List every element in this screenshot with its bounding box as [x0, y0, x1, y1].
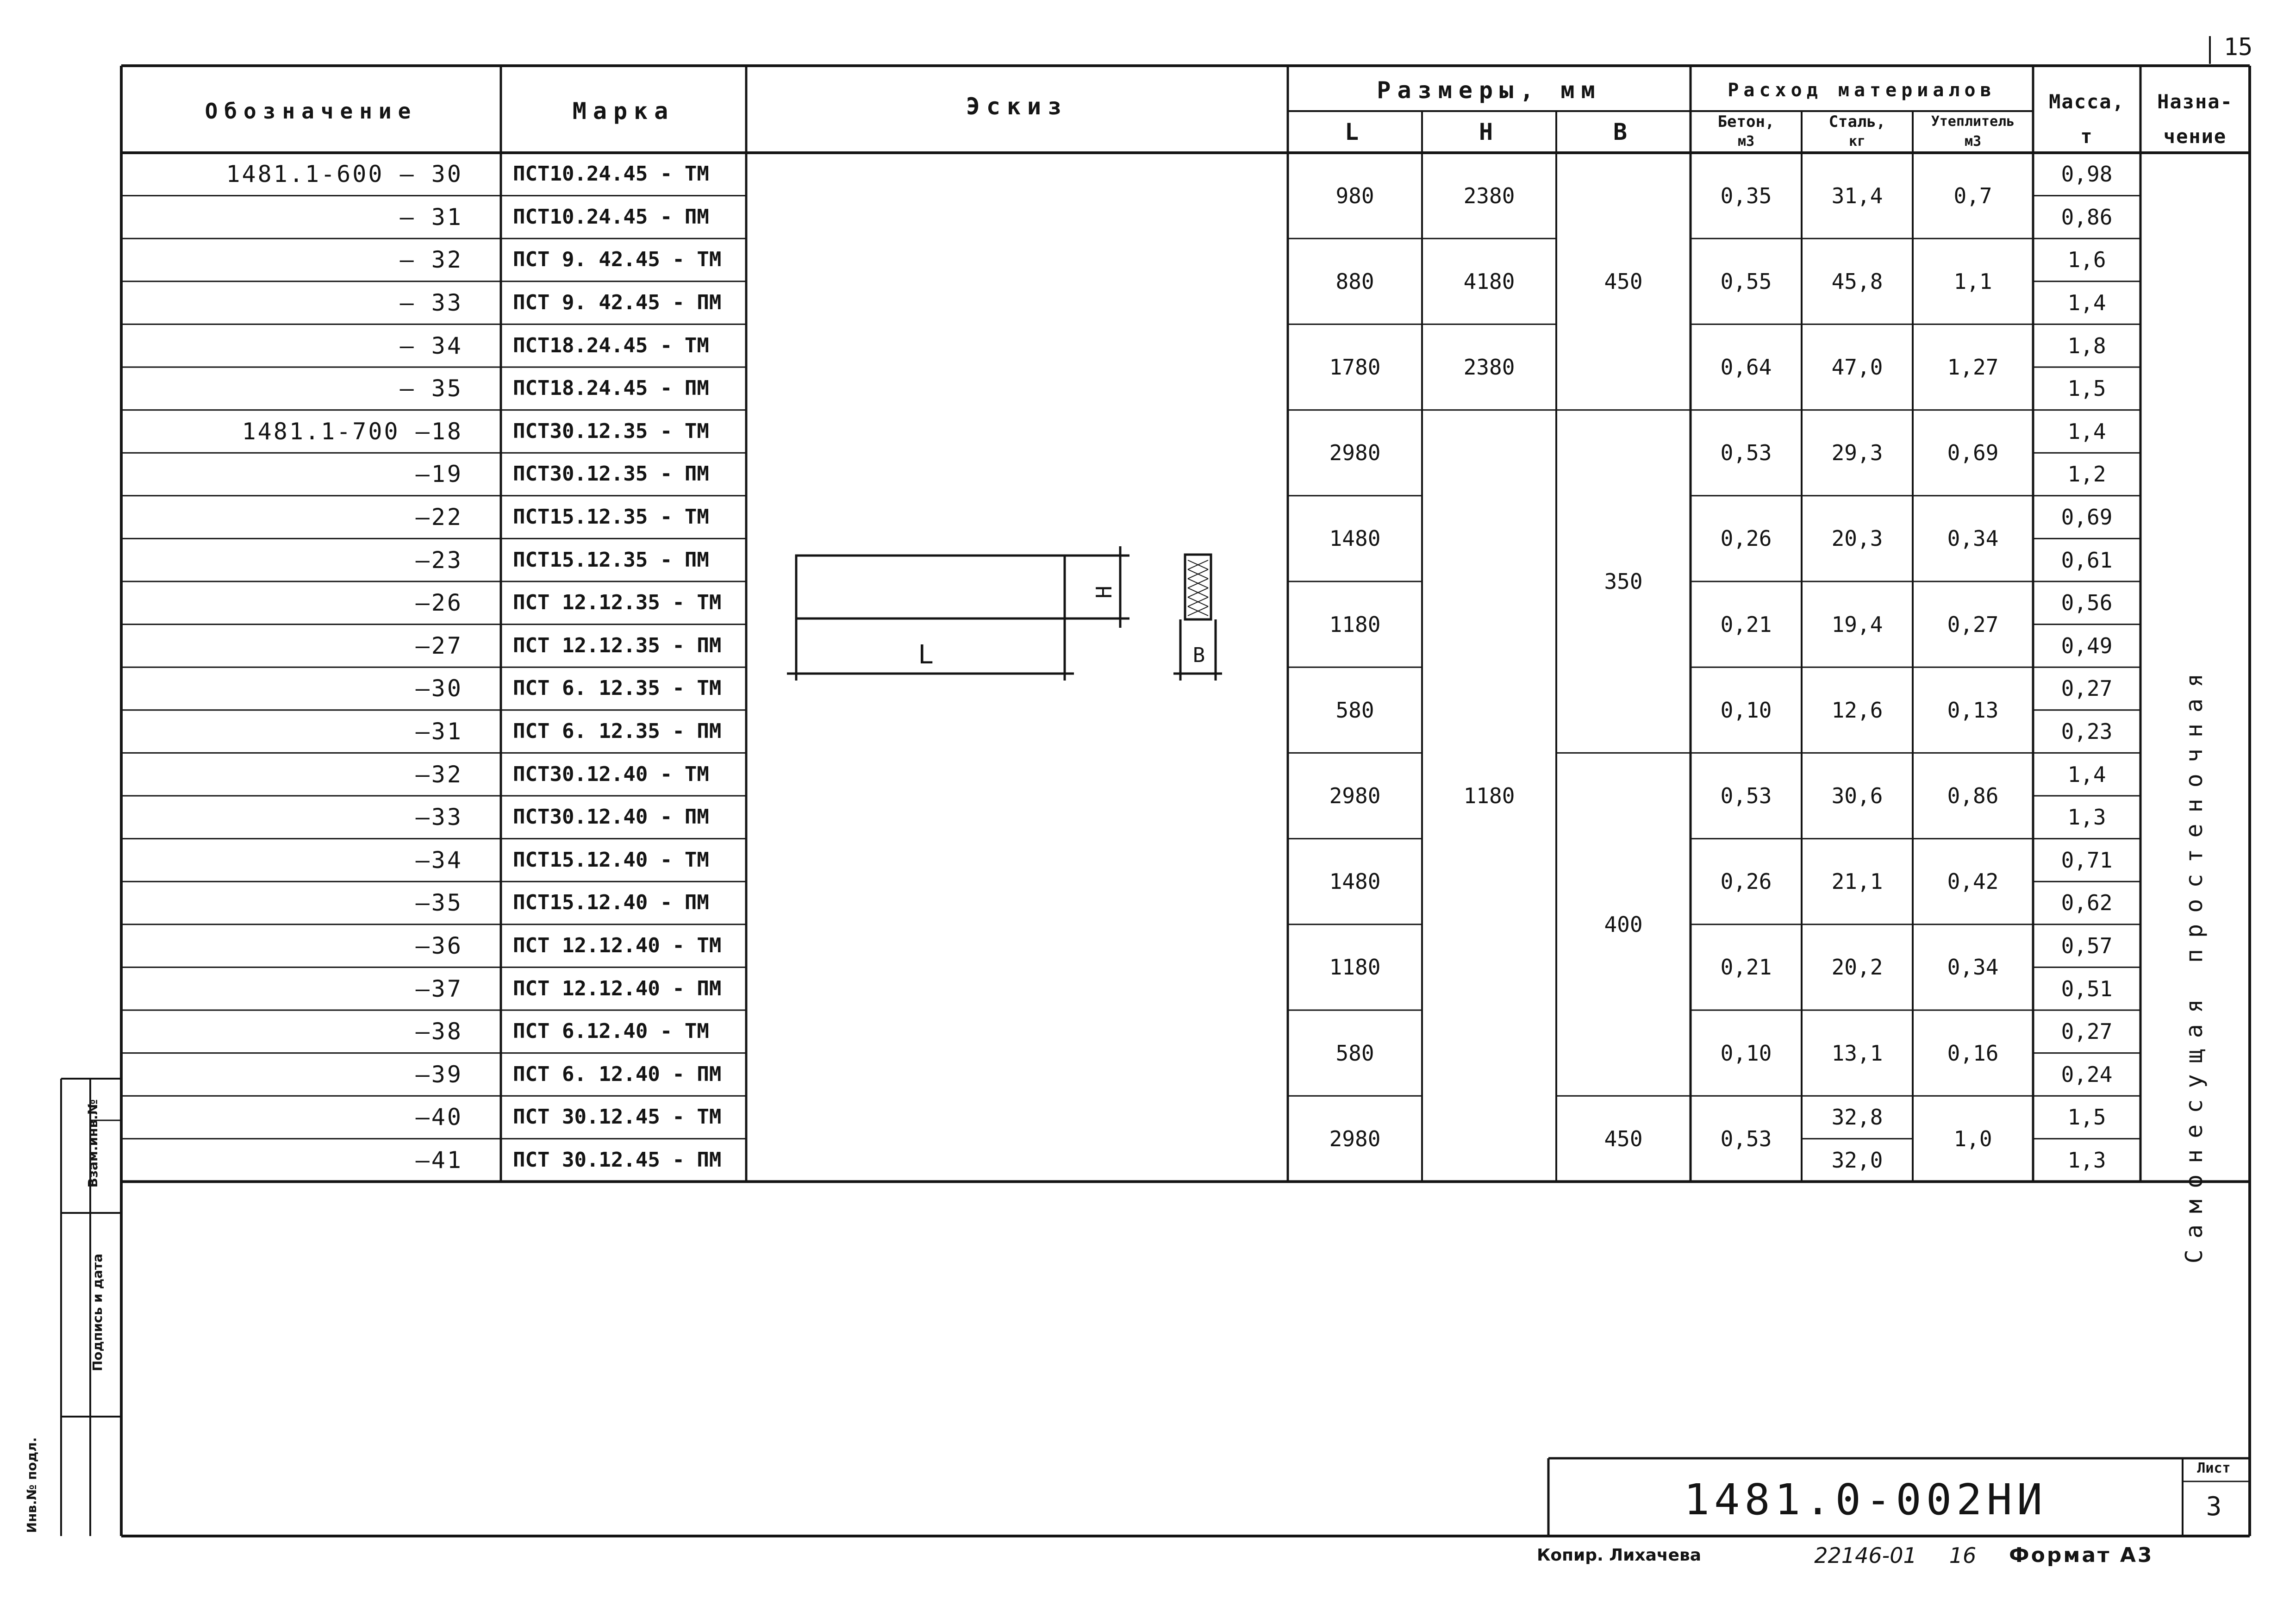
group-height-h: 2380 — [1463, 354, 1515, 380]
header-concrete-unit: м3 — [1737, 133, 1755, 150]
footer-num: 16 — [1949, 1543, 1977, 1568]
row-mass: 0,71 — [2061, 847, 2113, 873]
row-mark: ПСТ 6.12.40 - ТМ — [513, 1019, 709, 1043]
group-length-l: 1180 — [1329, 955, 1381, 980]
row-mark: ПСТ15.12.40 - ТМ — [513, 848, 709, 872]
row-designation: —39 — [415, 1061, 463, 1088]
group-concrete: 0,26 — [1720, 869, 1772, 894]
header-mass: Масса, — [2049, 90, 2125, 113]
row-mass: 0,62 — [2061, 890, 2113, 916]
sketch-label-b: B — [1192, 643, 1205, 667]
row-mark: ПСТ 6. 12.35 - ПМ — [513, 719, 722, 743]
group-height-h: 4180 — [1463, 269, 1515, 294]
group-concrete: 0,53 — [1720, 783, 1772, 808]
footer-copied: Копир. Лихачева — [1537, 1546, 1702, 1565]
row-mark: ПСТ 12.12.35 - ТМ — [513, 591, 722, 615]
group-insulation: 0,34 — [1947, 955, 1999, 980]
group-concrete: 0,35 — [1720, 183, 1772, 208]
row-mass: 0,69 — [2061, 505, 2113, 530]
group-insulation: 0,27 — [1947, 612, 1999, 637]
row-mark: ПСТ 9. 42.45 - ТМ — [513, 248, 722, 272]
sketch-drawing — [787, 532, 1250, 690]
group-steel: 13,1 — [1831, 1040, 1883, 1066]
row-mark: ПСТ15.12.35 - ТМ — [513, 505, 709, 529]
row-mark: ПСТ 30.12.45 - ПМ — [513, 1148, 722, 1172]
row-designation: 1481.1-700 —18 — [242, 418, 463, 445]
row-mass: 0,24 — [2061, 1062, 2113, 1087]
group-length-l: 580 — [1335, 697, 1374, 723]
header-mark: Марка — [572, 98, 675, 125]
page-number: 15 — [2223, 33, 2253, 61]
group-concrete: 0,53 — [1720, 1126, 1772, 1151]
row-designation: —37 — [415, 975, 463, 1002]
group-insulation: 0,42 — [1947, 869, 1999, 894]
header-designation: Обозначение — [205, 99, 418, 124]
row-mass: 0,98 — [2061, 162, 2113, 187]
row-designation: —34 — [415, 846, 463, 874]
group-width-b: 400 — [1604, 912, 1643, 937]
row-designation: —35 — [415, 889, 463, 917]
group-length-l: 2980 — [1329, 783, 1381, 808]
row-mass: 1,5 — [2067, 1105, 2106, 1130]
group-height-h: 1180 — [1463, 783, 1515, 808]
group-concrete: 0,21 — [1720, 612, 1772, 637]
group-steel: 21,1 — [1831, 869, 1883, 894]
group-length-l: 1480 — [1329, 526, 1381, 551]
footer-order: 22146-01 — [1814, 1543, 1917, 1568]
group-length-l: 1480 — [1329, 869, 1381, 894]
row-designation: — 33 — [399, 289, 463, 317]
group-steel: 31,4 — [1831, 183, 1883, 208]
stamp-inv-orig: Инв.№ подл. — [24, 1437, 39, 1533]
row-designation: — 35 — [399, 375, 463, 402]
row-mass: 0,27 — [2061, 676, 2113, 701]
row-designation: —19 — [415, 461, 463, 488]
row-mass: 1,4 — [2067, 290, 2106, 316]
group-width-b: 350 — [1604, 568, 1643, 594]
sheet-label: Лист — [2197, 1460, 2231, 1476]
row-mass: 0,23 — [2061, 719, 2113, 744]
group-steel: 29,3 — [1831, 440, 1883, 466]
row-mark: ПСТ 30.12.45 - ТМ — [513, 1105, 722, 1129]
row-mark: ПСТ 6. 12.35 - ТМ — [513, 676, 722, 700]
header-insulation: Утеплитель — [1931, 113, 2015, 130]
group-steel: 19,4 — [1831, 612, 1883, 637]
group-concrete: 0,26 — [1720, 526, 1772, 551]
stamp-sign-date: Подпись и дата — [89, 1253, 105, 1372]
stamp-inv-replace: Взам.инв.№ — [85, 1099, 100, 1188]
header-sketch: Эскиз — [966, 93, 1068, 120]
group-insulation: 0,34 — [1947, 526, 1999, 551]
group-insulation: 0,69 — [1947, 440, 1999, 466]
header-dimensions: Размеры, мм — [1377, 77, 1602, 104]
group-steel: 12,6 — [1831, 697, 1883, 723]
group-length-l: 1780 — [1329, 354, 1381, 380]
group-concrete: 0,64 — [1720, 354, 1772, 380]
row-mass: 1,6 — [2067, 247, 2106, 273]
row-designation: — 32 — [399, 246, 463, 274]
group-insulation: 0,86 — [1947, 783, 1999, 808]
row-designation: —41 — [415, 1147, 463, 1174]
header-materials: Расход материалов — [1728, 80, 1996, 101]
purpose-vertical-text: Самонесущая простеночная — [2181, 662, 2208, 1264]
row-mark: ПСТ10.24.45 - ПМ — [513, 205, 709, 229]
group-steel: 47,0 — [1831, 354, 1883, 380]
row-mass: 1,5 — [2067, 376, 2106, 401]
row-mark: ПСТ18.24.45 - ТМ — [513, 333, 709, 357]
header-concrete: Бетон, — [1717, 112, 1775, 131]
row-mark: ПСТ15.12.40 - ПМ — [513, 891, 709, 915]
row-designation: —26 — [415, 589, 463, 617]
group-concrete: 0,10 — [1720, 1040, 1772, 1066]
sketch-label-l: L — [918, 640, 934, 670]
row-mark: ПСТ 12.12.35 - ПМ — [513, 633, 722, 657]
header-purpose: Назна- — [2157, 90, 2233, 113]
group-insulation: 0,13 — [1947, 697, 1999, 723]
group-concrete: 0,21 — [1720, 955, 1772, 980]
group-steel: 30,6 — [1831, 783, 1883, 808]
sketch-panel-front — [796, 556, 1065, 618]
group-length-l: 880 — [1335, 269, 1374, 294]
row-designation: —22 — [415, 504, 463, 531]
group-height-h: 2380 — [1463, 183, 1515, 208]
row-mass: 0,86 — [2061, 204, 2113, 230]
header-dim-l: L — [1344, 119, 1366, 145]
group-steel: 45,8 — [1831, 269, 1883, 294]
header-steel-unit: кг — [1848, 133, 1866, 150]
group-insulation: 0,16 — [1947, 1040, 1999, 1066]
row-mark: ПСТ18.24.45 - ПМ — [513, 376, 709, 400]
group-length-l: 580 — [1335, 1040, 1374, 1066]
row-mass: 0,61 — [2061, 547, 2113, 573]
row-mass: 0,51 — [2061, 976, 2113, 1001]
row-designation: —27 — [415, 632, 463, 659]
row-designation: —31 — [415, 718, 463, 745]
group-concrete: 0,10 — [1720, 697, 1772, 723]
header-mass-unit: т — [2080, 125, 2093, 148]
group-insulation: 1,1 — [1953, 269, 1992, 294]
document-code: 1481.0-002НИ — [1684, 1475, 2047, 1524]
group-insulation: 1,0 — [1953, 1126, 1992, 1151]
row-mark: ПСТ10.24.45 - ТМ — [513, 162, 709, 186]
row-mark: ПСТ 6. 12.40 - ПМ — [513, 1062, 722, 1086]
row-mass: 0,57 — [2061, 933, 2113, 959]
row-designation: —36 — [415, 932, 463, 960]
row-mark: ПСТ30.12.35 - ПМ — [513, 462, 709, 486]
group-insulation: 1,27 — [1947, 354, 1999, 380]
row-designation: —30 — [415, 675, 463, 702]
row-designation: 1481.1-600 — 30 — [226, 161, 463, 188]
group-width-b: 450 — [1604, 1126, 1643, 1151]
group-concrete: 0,55 — [1720, 269, 1772, 294]
sheet-number: 3 — [2206, 1492, 2222, 1522]
row-mark: ПСТ 12.12.40 - ПМ — [513, 976, 722, 1000]
row-mark: ПСТ30.12.35 - ТМ — [513, 419, 709, 443]
row-designation: —38 — [415, 1018, 463, 1045]
row-designation: —40 — [415, 1104, 463, 1131]
footer-format: Формат А3 — [2009, 1543, 2154, 1567]
sketch-label-h: H — [1092, 586, 1117, 599]
row-mark: ПСТ30.12.40 - ПМ — [513, 805, 709, 829]
group-length-l: 2980 — [1329, 1126, 1381, 1151]
row-mass: 0,27 — [2061, 1019, 2113, 1044]
row-mass: 1,3 — [2067, 1148, 2106, 1173]
row-mass: 0,56 — [2061, 590, 2113, 616]
group-length-l: 980 — [1335, 183, 1374, 208]
header-dim-h: H — [1479, 119, 1500, 145]
group-length-l: 1180 — [1329, 612, 1381, 637]
group-insulation: 0,7 — [1953, 183, 1992, 208]
row-mass: 1,4 — [2067, 762, 2106, 787]
row-mass: 0,49 — [2061, 633, 2113, 658]
row-mark: ПСТ 9. 42.45 - ПМ — [513, 291, 722, 315]
group-steel: 20,2 — [1831, 955, 1883, 980]
group-steel: 32,0 — [1831, 1148, 1883, 1173]
header-dim-b: B — [1613, 119, 1634, 145]
row-mass: 1,4 — [2067, 418, 2106, 444]
group-steel: 20,3 — [1831, 526, 1883, 551]
group-width-b: 450 — [1604, 269, 1643, 294]
header-insulation-unit: м3 — [1964, 133, 1982, 150]
row-mass: 1,3 — [2067, 805, 2106, 830]
group-steel: 32,8 — [1831, 1105, 1883, 1130]
row-designation: —33 — [415, 804, 463, 831]
row-mass: 1,8 — [2067, 333, 2106, 358]
row-mark: ПСТ30.12.40 - ТМ — [513, 762, 709, 786]
group-concrete: 0,53 — [1720, 440, 1772, 466]
group-length-l: 2980 — [1329, 440, 1381, 466]
row-designation: —23 — [415, 546, 463, 574]
row-designation: —32 — [415, 761, 463, 788]
row-designation: — 31 — [399, 203, 463, 231]
row-mark: ПСТ 12.12.40 - ТМ — [513, 934, 722, 958]
row-mark: ПСТ15.12.35 - ПМ — [513, 548, 709, 572]
header-steel: Сталь, — [1828, 112, 1886, 131]
row-designation: — 34 — [399, 332, 463, 359]
row-mass: 1,2 — [2067, 462, 2106, 487]
header-purpose-2: чение — [2163, 125, 2227, 148]
